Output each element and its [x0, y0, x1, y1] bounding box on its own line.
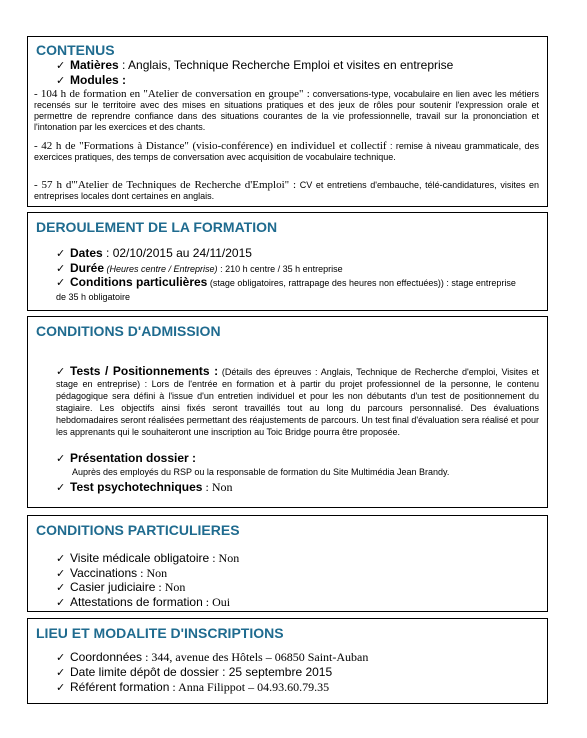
- check-icon: ✓: [56, 582, 66, 594]
- check-icon: ✓: [56, 652, 66, 664]
- check-icon: ✓: [56, 568, 66, 580]
- contenus-section: [27, 36, 548, 207]
- list-item: [56, 551, 239, 566]
- item-label: Casier judiciaire: [70, 580, 156, 594]
- check-icon: ✓: [56, 75, 66, 87]
- referent-label: Référent formation: [70, 680, 170, 694]
- item-value: : Non: [155, 580, 186, 594]
- module-item-2-head: - 42 h de "Formations à Distance" (visio-conférence) en individuel et collectif: [34, 140, 387, 152]
- list-item: [56, 580, 185, 595]
- particulieres-title: CONDITIONS PARTICULIERES: [36, 522, 240, 538]
- coordonnees-line: [56, 650, 368, 665]
- matieres-value: : Anglais, Technique Recherche Emploi et visites en entreprise: [118, 58, 454, 72]
- list-item: [56, 566, 167, 581]
- module-item-3: [34, 180, 539, 202]
- date-limite-line: [56, 665, 332, 679]
- modules-colon: :: [118, 73, 127, 87]
- module-item-1: [34, 89, 539, 133]
- conditions-label: Conditions particulières: [70, 275, 208, 289]
- item-label: Attestations de formation: [70, 595, 203, 609]
- tests-label: Tests / Positionnements :: [70, 364, 219, 378]
- coordonnees-label: Coordonnées: [70, 650, 143, 664]
- duree-label: Durée: [70, 261, 105, 275]
- check-icon: ✓: [56, 277, 66, 289]
- contenus-title: CONTENUS: [36, 42, 115, 58]
- matieres-line: [56, 58, 453, 72]
- lieu-title: LIEU ET MODALITE D'INSCRIPTIONS: [36, 625, 284, 641]
- duree-value: : 210 h centre / 35 h entreprise: [217, 264, 343, 274]
- dates-line: [56, 246, 252, 260]
- tests-block: [56, 365, 539, 438]
- conditions-line: [56, 276, 526, 304]
- module-item-2: [34, 141, 539, 163]
- referent-value: : Anna Filippot – 04.93.60.79.35: [169, 680, 330, 694]
- item-value: : Non: [137, 566, 168, 580]
- check-icon: ✓: [56, 482, 66, 494]
- check-icon: ✓: [56, 597, 66, 609]
- dossier-body: Auprès des employés du RSP ou la responsable de formation du Site Multimédia Jean Brandy.: [72, 467, 450, 477]
- dates-value: : 02/10/2015 au 24/11/2015: [102, 246, 252, 260]
- deroulement-title: DEROULEMENT DE LA FORMATION: [36, 219, 278, 235]
- admission-section: [27, 316, 548, 508]
- deroulement-section: [27, 212, 548, 311]
- lieu-section: [27, 618, 548, 704]
- date-limite-text: Date limite dépôt de dossier : 25 septembre 2015: [70, 665, 333, 679]
- tests-body: (Détails des épreuves : Anglais, Technique de Recherche d'emploi, Visites et stage en entreprise) : Lors de l'entrée en formation et à partir du projet professionnel de la personne, le contenu pédagogique sera défini à l'issue d'un entretien individuel et pour les non débutants d'un test de positionnement du stagiaire. Les objectifs ainsi fixés seront travaillés tout au long du parcours personnalisé. Des évaluations hebdomadaires seront réalisées permettant des réajustements de parcours. Un test final d'évaluation sera réalisé et pour les apprenants qui le souhaiteront une inscription au Toic Bridge pourra être proposée.: [56, 367, 540, 437]
- module-item-3-body: CV et entretiens d'embauche, télé-candidatures, visites en entreprises locales dont certaines en anglais.: [34, 180, 539, 201]
- particulieres-section: [27, 515, 548, 612]
- psycho-line: [56, 480, 232, 495]
- check-icon: ✓: [56, 263, 66, 275]
- dates-label: Dates: [70, 246, 103, 260]
- module-item-2-body: : remise à niveau grammaticale, des exercices pratiques, des temps de conversation avec acquisition de vocabulaire technique.: [34, 141, 539, 162]
- check-icon: ✓: [56, 366, 66, 378]
- psycho-label: Test psychotechniques: [70, 480, 203, 494]
- item-label: Vaccinations: [70, 566, 138, 580]
- item-label: Visite médicale obligatoire: [70, 551, 210, 565]
- duree-line: [56, 261, 343, 275]
- check-icon: ✓: [56, 248, 66, 260]
- duree-note: (Heures centre / Entreprise): [104, 264, 218, 274]
- module-item-3-head: - 57 h d'"Atelier de Techniques de Recherche d'Emploi" :: [34, 179, 297, 191]
- check-icon: ✓: [56, 682, 66, 694]
- module-item-1-body: conversations-type, vocabulaire en lien avec les métiers recensés sur le territoire avec des mises en situations pratiques et des jeux de rôles pour soutenir l'expression orale et permettre de reprendre confiance dans des situations courantes de la vie professionnelle, travail sur la prononciation et l'intonation par les exercices et des chants.: [34, 89, 539, 132]
- dossier-colon: :: [188, 451, 197, 465]
- list-item: [56, 595, 230, 610]
- item-value: : Oui: [202, 595, 231, 609]
- check-icon: ✓: [56, 667, 66, 679]
- item-value: : Non: [209, 551, 240, 565]
- matieres-label: Matières: [70, 58, 119, 72]
- psycho-value: : Non: [202, 480, 233, 494]
- referent-line: [56, 680, 329, 695]
- modules-line: [56, 73, 126, 87]
- dossier-label: Présentation dossier: [70, 451, 189, 465]
- conditions-value: (stage obligatoires, rattrapage des heures non effectuées)) : stage entreprise de 35 h obligatoire: [56, 278, 516, 302]
- modules-label: Modules: [70, 73, 119, 87]
- coordonnees-value: : 344, avenue des Hôtels – 06850 Saint-Auban: [142, 650, 369, 664]
- module-item-1-head: - 104 h de formation en "Atelier de conversation en groupe" :: [34, 88, 310, 100]
- dossier-line: [56, 451, 196, 465]
- admission-title: CONDITIONS D'ADMISSION: [36, 323, 221, 339]
- check-icon: ✓: [56, 553, 66, 565]
- check-icon: ✓: [56, 453, 66, 465]
- check-icon: ✓: [56, 60, 66, 72]
